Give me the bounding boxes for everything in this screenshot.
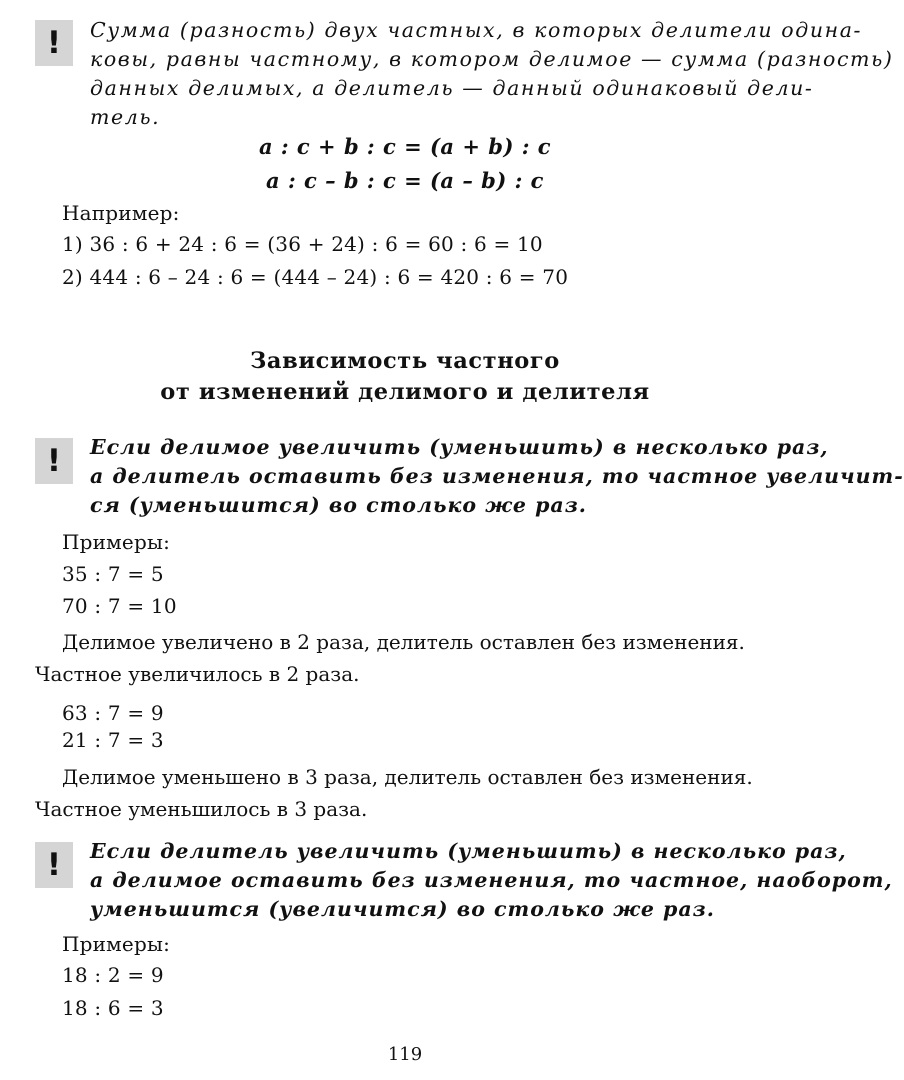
rule-line: а делимое оставить без изменения, то частное, наоборот, xyxy=(90,868,893,892)
rule-line: Если делимое увеличить (уменьшить) в несколько раз, xyxy=(90,435,829,459)
exclamation-icon: ! xyxy=(35,438,73,484)
equation: 35 : 7 = 5 xyxy=(62,562,164,586)
explanation-line: Частное уменьшилось в 3 раза. xyxy=(35,797,368,821)
rule-3 xyxy=(90,837,893,924)
section-heading-line-2: от изменений делимого и делителя xyxy=(160,379,650,405)
exclamation-icon: ! xyxy=(35,20,73,66)
equation: 70 : 7 = 10 xyxy=(62,594,177,618)
explanation-paragraph xyxy=(35,626,776,690)
rule-line: Сумма (разность) двух частных, в которых делители одина- xyxy=(90,18,863,42)
explanation-line: Частное увеличилось в 2 раза. xyxy=(35,662,360,686)
equation: 63 : 7 = 9 xyxy=(62,701,164,725)
rule-line: ковы, равны частному, в котором делимое — сумма (разность) xyxy=(90,47,894,71)
rule-line: тель. xyxy=(90,105,161,129)
formula-sum: a : c + b : c = (a + b) : c xyxy=(258,134,552,159)
equation: 18 : 2 = 9 xyxy=(62,963,164,987)
exclamation-icon: ! xyxy=(35,842,73,888)
example-item-1: 1) 36 : 6 + 24 : 6 = (36 + 24) : 6 = 60 : 6 = 10 xyxy=(62,232,543,256)
example-item-2: 2) 444 : 6 – 24 : 6 = (444 – 24) : 6 = 420 : 6 = 70 xyxy=(62,265,569,289)
rule-line: Если делитель увеличить (уменьшить) в несколько раз, xyxy=(90,839,847,863)
explanation-line: Делимое увеличено в 2 раза, делитель оставлен без изменения. xyxy=(62,630,745,654)
examples-label: Примеры: xyxy=(62,932,171,956)
formula-difference: a : c – b : c = (a – b) : c xyxy=(266,168,544,193)
example-label: Например: xyxy=(62,201,180,225)
rule-2 xyxy=(90,433,904,520)
rule-1 xyxy=(90,16,894,132)
rule-line: данных делимых, а делитель — данный одинаковый дели- xyxy=(90,76,814,100)
rule-line: а делитель оставить без изменения, то частное увеличит- xyxy=(90,464,904,488)
equation: 18 : 6 = 3 xyxy=(62,996,164,1020)
explanation-line: Делимое уменьшено в 3 раза, делитель оставлен без изменения. xyxy=(62,765,753,789)
explanation-paragraph xyxy=(35,761,776,825)
equation: 21 : 7 = 3 xyxy=(62,728,164,752)
section-heading-line-1: Зависимость частного xyxy=(250,348,560,374)
section-heading xyxy=(0,346,810,408)
examples-label: Примеры: xyxy=(62,530,171,554)
rule-line: уменьшится (увеличится) во столько же раз. xyxy=(90,897,715,921)
page-number: 119 xyxy=(387,1044,423,1065)
rule-line: ся (уменьшится) во столько же раз. xyxy=(90,493,587,517)
